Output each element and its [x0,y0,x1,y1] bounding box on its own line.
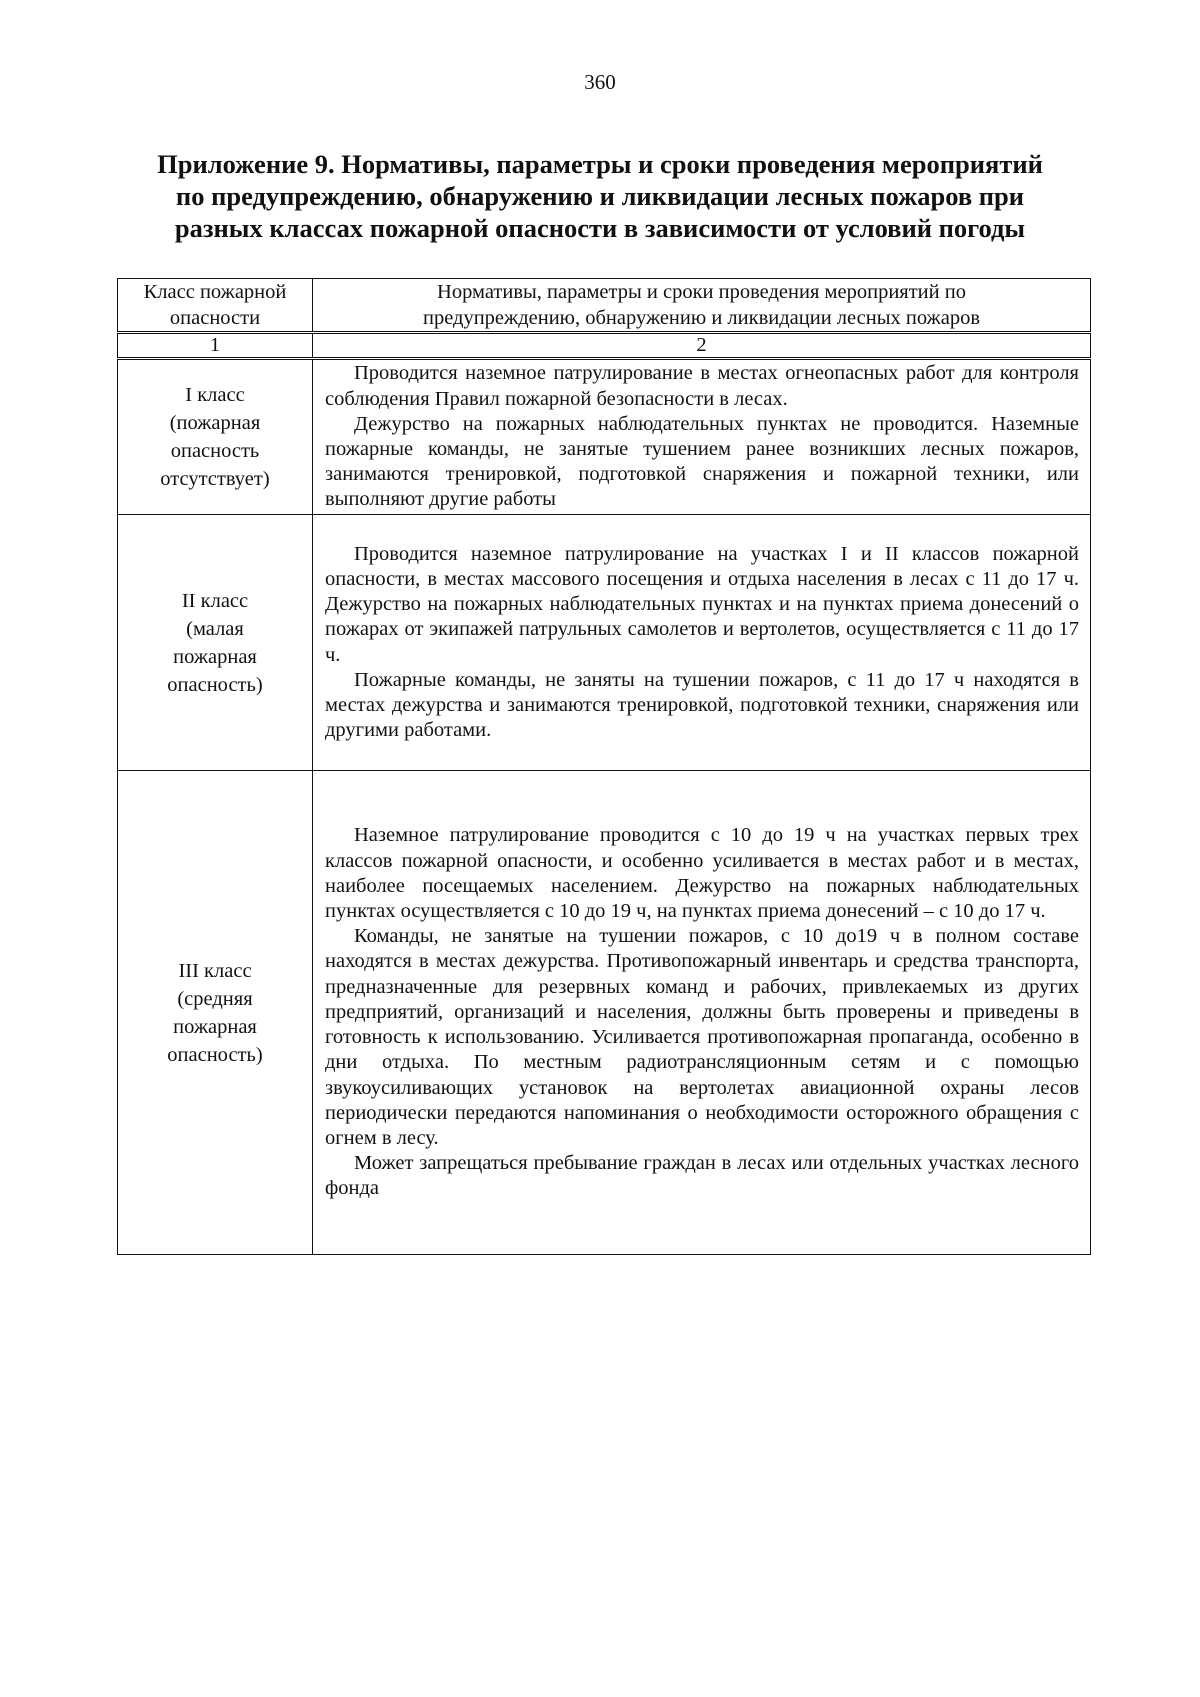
class-line: пожарная [173,1015,257,1038]
header-class-line-1: Класс пожарной [143,281,287,303]
header-norms-line-2: предупреждению, обнаружению и ликвидации лесных пожаров [422,307,980,329]
class-line: (пожарная [169,412,261,434]
class-line: II класс [181,589,249,612]
page-number: 360 [584,70,616,94]
table-row-class-1 [118,359,1091,515]
title-line-1: Приложение 9. Нормативы, параметры и сроки проведения мероприятий [157,149,1043,179]
header-class-line-2: опасности [169,307,261,329]
header-class-cell [118,279,313,333]
column-number-1: 1 [118,333,313,359]
class-cell [118,515,313,771]
norms-text-cell [313,359,1091,515]
norms-paragraph: Дежурство на пожарных наблюдательных пунктах не проводится. Наземные пожарные команды, не занятые тушением ранее возникших лесных пожаров, занимаются тренировкой, подготовкой снаряжения и пожарной техники, или выполняют другие работы [325,412,1079,511]
norms-paragraph: Команды, не занятые на тушении пожаров, с 10 до19 ч в полном составе находятся в местах дежурства. Противопожарный инвентарь и средства транспорта, предназначенные для резервных команд и рабочих, привлекаемых из других предприятий, организаций и населения, должны быть проверены и приведены в готовность к использованию. Усиливается противопожарная пропаганда, особенно в дни отдыха. По местным радиотрансляционным сетям и с помощью звукоусиливающих установок на вертолетах авиационной охраны лесов периодически передаются напоминания о необходимости осторожного обращения с огнем в лесу. [325,925,1079,1149]
class-line: пожарная [173,645,257,668]
norms-paragraph: Может запрещаться пребывание граждан в лесах или отдельных участках лесного фонда [325,1152,1079,1200]
class-line: опасность [170,440,260,462]
class-line: (средняя [177,987,253,1010]
class-line: (малая [186,617,244,640]
document-title [110,148,1090,244]
header-norms-cell [313,279,1091,333]
class-line: I класс [185,384,245,406]
class-cell [118,771,313,1255]
norms-text-cell [313,515,1091,771]
class-line: опасность) [167,1043,263,1066]
table-row-class-2 [118,515,1091,771]
title-line-3: разных классах пожарной опасности в зависимости от условий погоды [174,213,1026,243]
title-line-2: по предупреждению, обнаружению и ликвидации лесных пожаров при [175,181,1025,211]
norms-paragraph: Проводится наземное патрулирование в местах огнеопасных работ для контроля соблюдения Правил пожарной безопасности в лесах. [325,362,1079,410]
class-line: отсутствует) [160,468,270,490]
norms-paragraph: Наземное патрулирование проводится с 10 до 19 ч на участках первых трех классов пожарной опасности, и особенно усиливается в местах работ и в местах, наиболее посещаемых населением. Дежурство на пожарных наблюдательных пунктах осуществляется с 10 до 19 ч, на пунктах приема донесений – с 10 до 17 ч. [325,824,1079,923]
table-header-row [118,279,1091,333]
norms-table [117,278,1091,1255]
norms-paragraph: Проводится наземное патрулирование на участках I и II классов пожарной опасности, в местах массового посещения и отдыха населения в лесах с 11 до 17 ч. Дежурство на пожарных наблюдательных пунктах и на пунктах приема донесений о пожарах от экипажей патрульных самолетов и вертолетов, осуществляется с 11 до 17 ч. [325,542,1079,666]
column-number-row [118,333,1091,359]
header-norms-line-1: Нормативы, параметры и сроки проведения мероприятий по [437,281,966,303]
class-cell [118,359,313,515]
norms-text-cell [313,771,1091,1255]
class-line: III класс [178,959,252,982]
class-line: опасность) [167,673,263,696]
table-row-class-3 [118,771,1091,1255]
column-number-2: 2 [313,333,1091,359]
norms-paragraph: Пожарные команды, не заняты на тушении пожаров, с 11 до 17 ч находятся в местах дежурства и занимаются тренировкой, подготовкой техники, снаряжения или другими работами. [325,668,1079,742]
